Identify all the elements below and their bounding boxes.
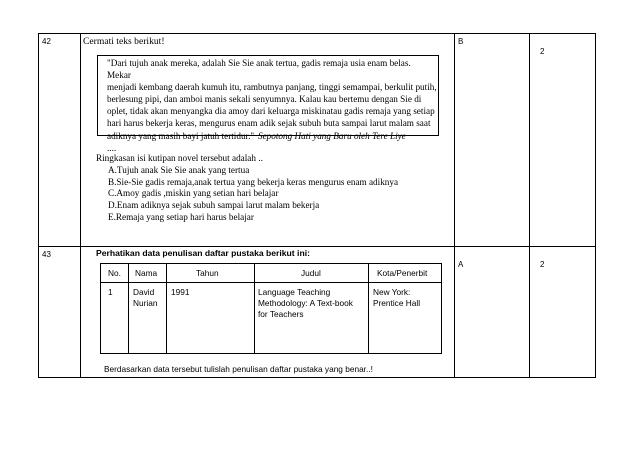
quote-line: "Dari tujuh anak mereka, adalah Sie Sie anak tertua, gadis remaja usia enam belas. Mekar [107,58,411,81]
answer-key: B [458,37,464,46]
row-divider [38,246,596,247]
cell-judul: Language Teaching Methodology: A Text-book for Teachers [258,287,353,319]
cell-kota: New York: Prentice Hall [373,287,421,308]
table-header-divider [100,282,442,283]
question-text: Ringkasan isi kutipan novel tersebut adalah .. [96,153,263,163]
table-top-border [38,33,596,34]
col-line [254,263,255,354]
header-nama: Nama [135,268,158,278]
quote-line: berlesung pipi, dan amboi manis sekali senyumnya. Kalau kau bertemu dengan Sie di [107,94,422,105]
score: 2 [540,47,545,56]
option-c: C.Amoy gadis ,miskin yang setian hari belajar [108,188,279,199]
cell-nama: David Nurian [133,287,158,308]
option-b: B.Sie-Sie gadis remaja,anak tertua yang bekerja keras mengurus enam adiknya [108,176,399,187]
answer-key: A [458,260,464,269]
header-tahun: Tahun [196,268,219,278]
option-e: E.Remaja yang setiap hari harus belajar [108,211,254,222]
instruction: Cermati teks berikut! [83,36,165,47]
header-no: No. [108,268,121,278]
score: 2 [540,260,545,269]
option-d: D.Enam adiknya sejak subuh sampai larut malam bekerja [108,200,320,211]
quote-source: Sepotong Hati yang Baru oleh Tere Liye [258,131,406,141]
table-bottom-border [38,377,596,378]
quote-line: menjadi kembang daerah kumuh itu, rambutnya panjang, tinggi semampai, berkulit putih, [107,82,437,93]
quote-line: oplet, tidak akan menyangka dia amoy dari keluarga miskinatau gadis remaja yang setiap [107,106,435,117]
col-divider-answer [454,33,455,378]
col-divider-number [80,33,81,378]
col-divider-score [529,33,530,378]
table-left-border [38,33,39,378]
question-text: Berdasarkan data tersebut tulislah penulisan daftar pustaka yang benar..! [104,364,373,374]
col-line [368,263,369,354]
cell-no: 1 [108,287,113,297]
instruction: Perhatikan data penulisan daftar pustaka berikut ini: [96,248,310,258]
question-number: 42 [42,37,51,46]
col-line [128,263,129,354]
quote-line: adiknya yang masih bayi jatuh tertidur." [107,130,255,141]
header-kota: Kota/Penerbit [377,268,428,278]
col-line [166,263,167,354]
quote-line: hari harus bekerja keras, mengurus enam adik sejak subuh buta sampai larut malam saat [107,118,431,129]
question-block [96,153,398,224]
option-a: A.Tujuh anak Sie Sie anak yang tertua [108,164,250,175]
header-judul: Judul [301,268,321,278]
table-right-border [595,33,596,378]
question-number: 43 [42,250,51,259]
cell-tahun: 1991 [171,287,190,297]
quote-line: .... [107,142,117,153]
